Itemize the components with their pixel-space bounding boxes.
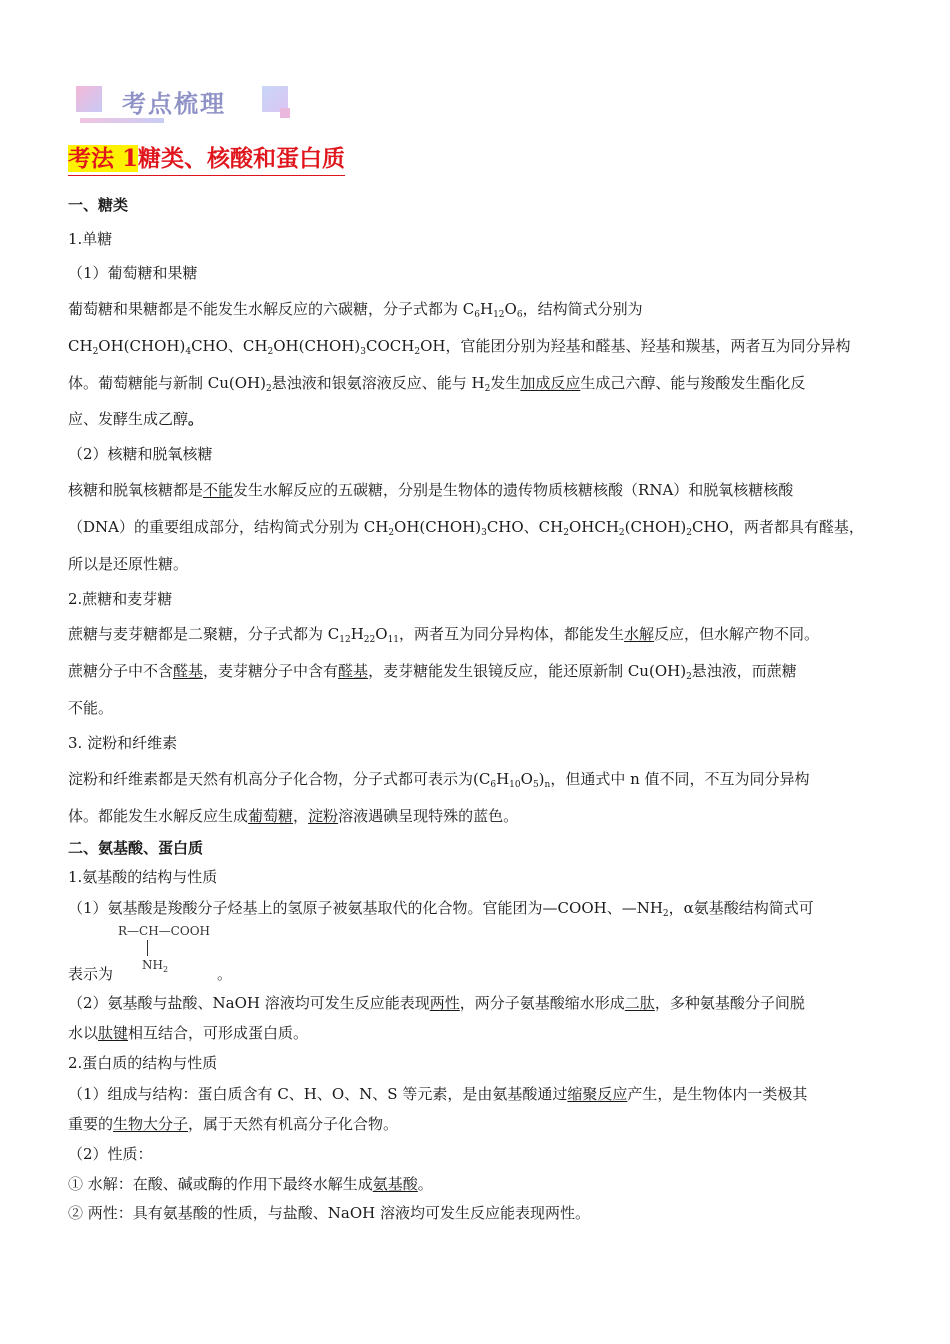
underlined-term: 淀粉 [308, 807, 339, 825]
banner-left-block [76, 86, 102, 112]
paragraph-line: $CH_2OH(CHOH)_4CHO$、$CH_2OH(CHOH)_3COCH_2OH$，官能团分别为羟基和醛基、羟基和羰基，两者互为同分异构 [68, 337, 851, 357]
paragraph-line: 应、发酵生成乙醇。 [68, 410, 204, 428]
paragraph-line: （2）氨基酸与盐酸、NaOH 溶液均可发生反应能表现两性，两分子氨基酸缩水形成二肽，多种氨基酸分子间脱 [68, 994, 805, 1012]
paragraph-line: 蔗糖与麦芽糖都是二聚糖，分子式都为 $C_{12}H_{22}O_{11}$，两者互为同分异构体，都能发生水解反应，但水解产物不同。 [68, 625, 820, 645]
formula-bond [147, 940, 148, 956]
section-banner [76, 84, 296, 128]
formula-main-chain: R—CH—COOH [118, 924, 211, 938]
paragraph-line: （1）组成与结构：蛋白质含有 C、H、O、N、S 等元素，是由氨基酸通过缩聚反应产生，是生物体内一类极其 [68, 1085, 808, 1103]
underlined-term: 水解 [624, 625, 655, 643]
underlined-term: 醛基 [173, 662, 204, 680]
item-ribose: （2）核糖和脱氧核糖 [68, 445, 213, 463]
paragraph-line: 所以是还原性糖。 [68, 555, 189, 573]
underlined-term: 不能 [203, 481, 234, 499]
paragraph-line: 体。葡萄糖能与新制 $Cu(OH)_2$悬浊液和银氨溶液反应、能与 $H_2$发生加成反应生成己六醇、能与羧酸发生酯化反 [68, 374, 806, 394]
banner-corner-block [280, 108, 290, 118]
subsection-protein: 2.蛋白质的结构与性质 [68, 1054, 218, 1072]
method-title: 糖类、核酸和蛋白质 [138, 145, 346, 172]
item-glucose-fructose: （1）葡萄糖和果糖 [68, 264, 198, 282]
underlined-term: 缩聚反应 [567, 1085, 628, 1103]
paragraph-line: 重要的生物大分子，属于天然有机高分子化合物。 [68, 1115, 399, 1133]
paragraph-line: 表示为 。 [68, 965, 233, 983]
paragraph-line: （2）性质： [68, 1145, 153, 1163]
method-heading [68, 144, 345, 176]
paragraph-line: 葡萄糖和果糖都是不能发生水解反应的六碳糖，分子式都为 $C_6H_{12}O_6$，结构简式分别为 [68, 300, 643, 320]
section-title-proteins: 二、氨基酸、蛋白质 [68, 839, 204, 857]
paragraph-line: 水以肽键相互结合，可形成蛋白质。 [68, 1024, 309, 1042]
underlined-term: 两性 [429, 994, 460, 1012]
banner-underline [80, 118, 164, 123]
underlined-term: 二肽 [624, 994, 655, 1012]
subsection-polysaccharide: 3. 淀粉和纤维素 [68, 734, 178, 752]
underlined-term: 葡萄糖 [248, 807, 294, 825]
underlined-term: 生物大分子 [113, 1115, 189, 1133]
method-number: 考法 1 [68, 145, 139, 172]
banner-title: 考点梳理 [122, 90, 226, 118]
paragraph-line: ① 水解：在酸、碱或酶的作用下最终水解生成氨基酸。 [68, 1175, 433, 1193]
subsection-disaccharide: 2.蔗糖和麦芽糖 [68, 590, 173, 608]
paragraph-line: ② 两性：具有氨基酸的性质，与盐酸、NaOH 溶液均可发生反应能表现两性。 [68, 1204, 590, 1222]
underlined-term: 肽键 [98, 1024, 129, 1042]
paragraph-line: 核糖和脱氧核糖都是不能发生水解反应的五碳糖，分别是生物体的遗传物质核糖核酸（RNA）和脱氧核糖核酸 [68, 481, 794, 499]
paragraph-line: 蔗糖分子中不含醛基，麦芽糖分子中含有醛基，麦芽糖能发生银镜反应，能还原新制 $Cu(OH)_2$悬浊液，而蔗糖 [68, 662, 797, 682]
underlined-term: 加成反应 [520, 374, 581, 392]
paragraph-line: 不能。 [68, 699, 114, 717]
subsection-monosaccharide: 1.单糖 [68, 230, 113, 248]
formula-amino-group: $NH_2$ [142, 958, 169, 974]
section-title-sugars: 一、糖类 [68, 196, 129, 214]
paragraph-line: （DNA）的重要组成部分，结构简式分别为 $CH_2OH(CHOH)_3CHO$、$CH_2OHCH_2(CHOH)_2CHO$，两者都具有醛基， [68, 518, 864, 538]
subsection-amino-acid: 1.氨基酸的结构与性质 [68, 868, 218, 886]
paragraph-line: 淀粉和纤维素都是天然有机高分子化合物，分子式都可表示为$(C_6H_{10}O_5)_n$，但通式中 n 值不同，不互为同分异构 [68, 770, 810, 790]
paragraph-line: 体。都能发生水解反应生成葡萄糖，淀粉溶液遇碘呈现特殊的蓝色。 [68, 807, 519, 825]
paragraph-line: （1）氨基酸是羧酸分子烃基上的氢原子被氨基取代的化合物。官能团为—COOH、$—NH_2$，α氨基酸结构简式可 [68, 899, 814, 919]
underlined-term: 醛基 [338, 662, 369, 680]
underlined-term: 氨基酸 [372, 1175, 418, 1193]
